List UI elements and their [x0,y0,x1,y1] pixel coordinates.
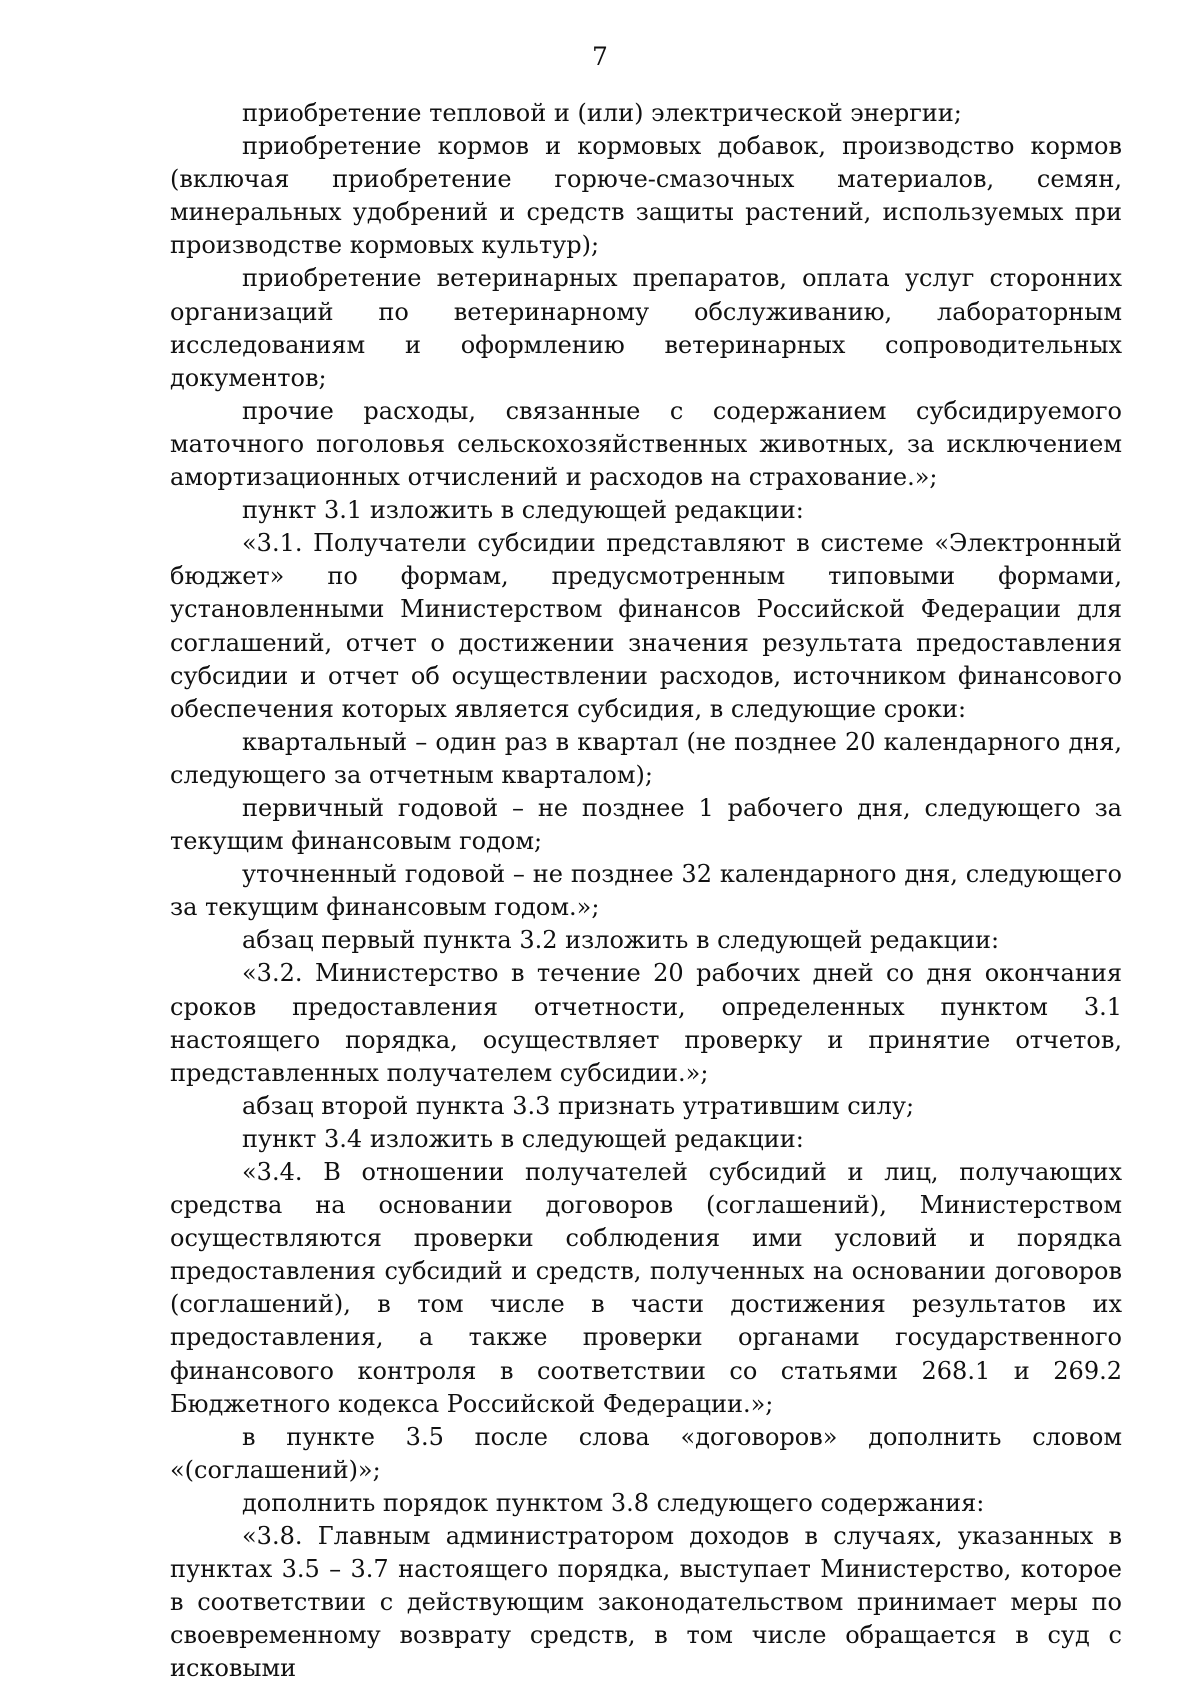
page-number: 7 [592,42,608,71]
paragraph: «3.8. Главным администратором доходов в случаях, указанных в пунктах 3.5 – 3.7 настоящего порядка, выступает Министерство, которое в соответствии с действующим законодательством принимает меры по своевременному возврату средств, в том числе обращается в суд с исковыми [170,1522,1122,1683]
paragraph: квартальный – один раз в квартал (не позднее 20 календарного дня, следующего за отчетным кварталом); [170,727,1122,789]
paragraph: пункт 3.4 изложить в следующей редакции: [242,1124,804,1153]
paragraph: приобретение тепловой и (или) электрической энергии; [242,99,962,127]
paragraph: первичный годовой – не позднее 1 рабочего дня, следующего за текущим финансовым годом; [170,793,1122,856]
paragraph: «3.2. Министерство в течение 20 рабочих дней со дня окончания сроков предоставления отчетности, определенных пунктом 3.1 настоящего порядка, осуществляет проверку и принятие отчетов, представленных получателем субсидии.»; [170,959,1122,1087]
paragraph: в пункте 3.5 после слова «договоров» дополнить словом «(соглашений)»; [170,1422,1122,1484]
paragraph: уточненный годовой – не позднее 32 календарного дня, следующего за текущим финансовым годом.»; [170,860,1122,922]
document-body [170,97,1122,1686]
paragraph: приобретение ветеринарных препаратов, оплата услуг сторонних организаций по ветеринарному обслуживанию, лабораторным исследованиям и оформлению ветеринарных сопроводительных документов; [170,264,1122,392]
paragraph: прочие расходы, связанные с содержанием субсидируемого маточного поголовья сельскохозяйственных животных, за исключением амортизационных отчислений и расходов на страхование.»; [170,396,1122,492]
paragraph: «3.4. В отношении получателей субсидий и лиц, получающих средства на основании договоров (соглашений), Министерством осуществляются проверки соблюдения ими условий и порядка предоставления субсидий и средств, полученных на основании договоров (соглашений), в том числе в части достижения результатов их предоставления, а также проверки органами государственного финансового контроля в соответствии со статьями 268.1 и 269.2 Бюджетного кодекса Российской Федерации.»; [170,1158,1122,1418]
paragraph: дополнить порядок пунктом 3.8 следующего содержания: [242,1488,985,1517]
paragraph: абзац первый пункта 3.2 изложить в следующей редакции: [242,926,1000,955]
paragraph: приобретение кормов и кормовых добавок, производство кормов (включая приобретение горюче-смазочных материалов, семян, минеральных удобрений и средств защиты растений, используемых при производстве кормовых культур); [170,132,1122,260]
paragraph: абзац второй пункта 3.3 признать утратившим силу; [242,1091,915,1120]
paragraph: «3.1. Получатели субсидии представляют в системе «Электронный бюджет» по формам, предусмотренным типовыми формами, установленными Министерством финансов Российской Федерации для соглашений, отчет о достижении значения результата предоставления субсидии и отчет об осуществлении расходов, источником финансового обеспечения которых является субсидия, в следующие сроки: [170,529,1122,723]
paragraph: пункт 3.1 изложить в следующей редакции: [242,496,804,525]
